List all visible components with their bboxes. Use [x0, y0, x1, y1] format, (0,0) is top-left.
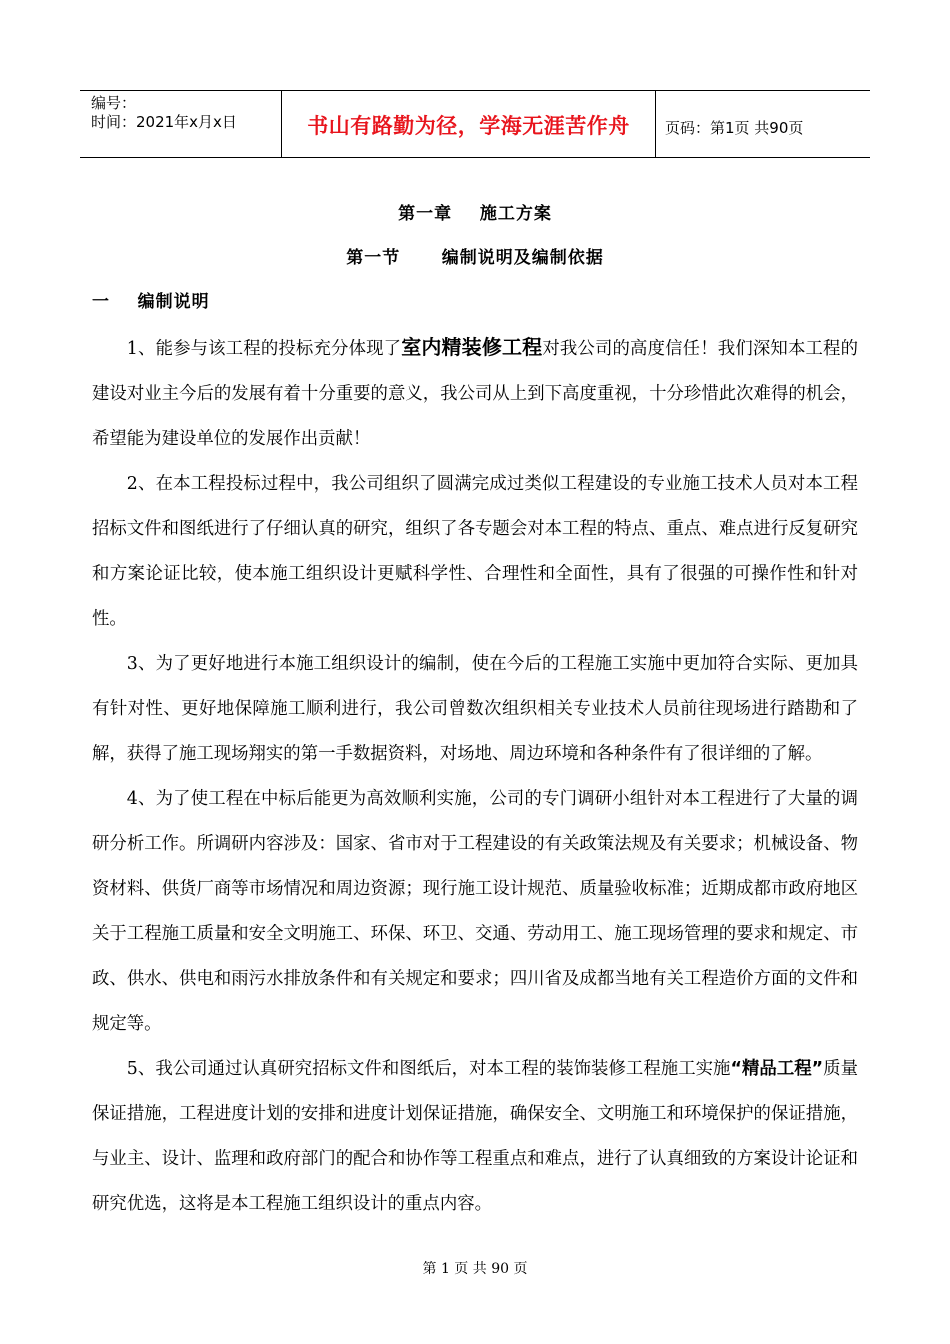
header-motto: 书山有路勤为径，学海无涯苦作舟	[307, 114, 630, 138]
subheading: 一 编制说明	[92, 292, 210, 312]
chapter-title: 第一章 施工方案	[398, 204, 552, 224]
paragraph-5-rest: 质量保证措施，工程进度计划的安排和进度计划保证措施，确保安全、文明施工和环境保护的保证措施，与业主、设计、监理和政府部门的配合和协作等工程重点和难点，进行了认真细致的方案设计论证和研究优选，这将是本工程施工组织设计的重点内容。	[92, 1059, 858, 1214]
paragraph-4: 4、为了使工程在中标后能更为高效顺利实施，公司的专门调研小组针对本工程进行了大量的调研分析工作。所调研内容涉及：国家、省市对于工程建设的有关政策法规及有关要求；机械设备、物资材料、供货厂商等市场情况和周边资源；现行施工设计规范、质量验收标准；近期成都市政府地区关于工程施工质量和安全文明施工、环保、环卫、交通、劳动用工、施工现场管理的要求和规定、市政、供水、供电和雨污水排放条件和有关规定和要求；四川省及成都当地有关工程造价方面的文件和规定等。	[92, 789, 858, 1034]
document-number-label: 编号：	[91, 94, 137, 112]
header-top-rule	[80, 90, 870, 91]
paragraph-5	[92, 1047, 858, 1227]
header-meta	[91, 94, 237, 132]
quality-goal-emphasis: “精品工程”	[730, 1059, 824, 1079]
paragraph-1	[92, 325, 858, 462]
header-divider-2	[655, 90, 656, 158]
document-date: 时间：2021年x月x日	[91, 113, 237, 131]
paragraph-1-rest: 对我公司的高度信任！我们深知本工程的建设对业主今后的发展有着十分重要的意义，我公司从上到下高度重视，十分珍惜此次难得的机会，希望能为建设单位的发展作出贡献！	[92, 339, 858, 449]
header-bottom-rule	[80, 157, 870, 158]
page-footer: 第 1 页 共 90 页	[422, 1261, 528, 1277]
paragraph-2: 2、在本工程投标过程中，我公司组织了圆满完成过类似工程建设的专业施工技术人员对本工程招标文件和图纸进行了仔细认真的研究，组织了各专题会对本工程的特点、重点、难点进行反复研究和方案论证比较，使本施工组织设计更赋科学性、合理性和全面性，具有了很强的可操作性和针对性。	[92, 474, 858, 629]
header-page-info: 页码：第1页 共90页	[665, 119, 804, 137]
section-title: 第一节 编制说明及编制依据	[346, 248, 604, 268]
paragraph-1-lead: 1、能参与该工程的投标充分体现了	[126, 339, 402, 359]
paragraph-3: 3、为了更好地进行本施工组织设计的编制，使在今后的工程施工实施中更加符合实际、更加具有针对性、更好地保障施工顺利进行，我公司曾数次组织相关专业技术人员前往现场进行踏勘和了解，获得了施工现场翔实的第一手数据资料，对场地、周边环境和各种条件有了很详细的了解。	[92, 654, 858, 764]
project-name-emphasis: 室内精装修工程	[401, 335, 543, 359]
paragraph-5-lead: 5、我公司通过认真研究招标文件和图纸后，对本工程的装饰装修工程施工实施	[126, 1059, 731, 1079]
document-body	[92, 325, 858, 1227]
